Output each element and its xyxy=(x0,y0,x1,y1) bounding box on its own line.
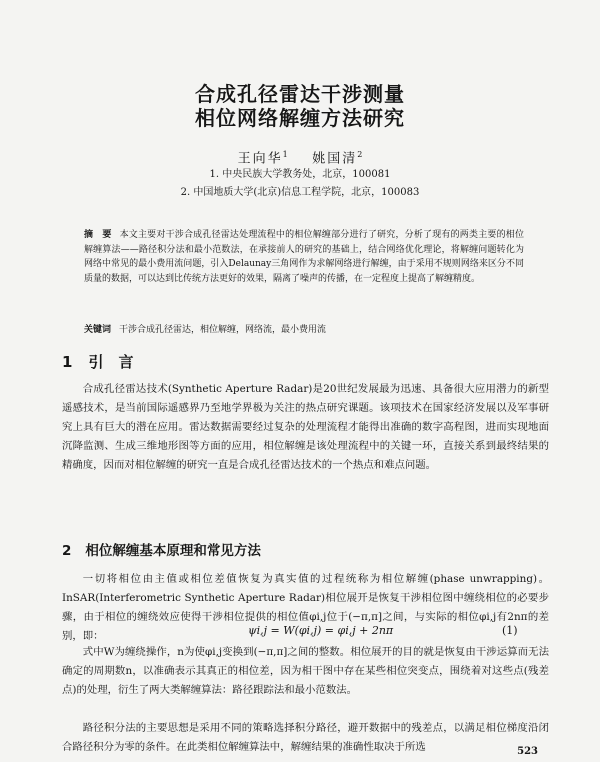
affiliation-1: 1. 中央民族大学教务处，北京，100081 xyxy=(209,169,391,180)
author-name: 姚国清 xyxy=(312,151,358,167)
paper-title-line2: 相位网络解缠方法研究 xyxy=(195,106,405,130)
author-line xyxy=(0,146,600,168)
body-paragraph: 合成孔径雷达技术(Synthetic Aperture Radar)是20世纪发展最为迅速、具备很大应用潜力的新型遥感技术，是当前国际遥感界乃至地学界极为关注的热点研究课题。该项技术在国家经济发展以及军事研究上具有巨大的潜在应用。雷达数据需要经过复杂的处理流程才能得出准确的数字高程图，进而实现地面沉降监测、生成三维地形图等方面的应用，相位解缠是该处理流程中的关键一环，直接关系到最终结果的精确度，因而对相位解缠的研究一直是合成孔径雷达技术的一个热点和难点问题。 xyxy=(62,383,549,471)
abstract-text: 本文主要对干涉合成孔径雷达处理流程中的相位解缠部分进行了研究，分析了现有的两类主要的相位解缠算法——路径积分法和最小范数法，在承接前人的研究的基础上，结合网络优化理论，将解缠问题转化为网络中常见的最小费用流问题，引入Delaunay三角网作为求解网络进行解缠，由于采用不规则网络来区分不同质量的数据，可以达到比传统方法更好的效果，隔离了噪声的传播，在一定程度上提高了解缠精度。 xyxy=(84,230,524,284)
keywords-text: 干涉合成孔径雷达，相位解缠，网络流，最小费用流 xyxy=(119,325,327,335)
author-affil-mark: 1 xyxy=(282,150,288,159)
section-number: 2 xyxy=(62,543,72,559)
equation-number: (1) xyxy=(502,624,518,637)
section-heading xyxy=(62,352,133,372)
body-paragraph: 路径积分法的主要思想是采用不同的策略选择积分路径，避开数据中的残差点，以满足相位梯度沿闭合路径积分为零的条件。在此类相位解缠算法中，解缠结果的准确性取决于所选 xyxy=(62,722,549,753)
section-heading xyxy=(62,541,261,561)
body-paragraph: 式中W为缠绕操作，n为使φi,j变换到(−π,π]之间的整数。相位展开的目的就是恢复由干涉运算而无法确定的周期数n，以准确表示其真正的相位差，因为相干图中存在某些相位突变点，围绕着对这些点(残差点)的处理，衍生了两大类解缠算法：路径跟踪法和最小范数法。 xyxy=(62,646,549,696)
author-affil-mark: 2 xyxy=(357,150,363,159)
equation xyxy=(0,624,600,642)
author-name: 王向华 xyxy=(237,151,283,167)
keywords-label: 关键词 xyxy=(84,325,112,335)
equation-expression: ψi,j = W(φi,j) = φi,j + 2nπ xyxy=(248,624,394,637)
abstract xyxy=(84,228,524,286)
section-title: 相位解缠基本原理和常见方法 xyxy=(85,543,261,559)
affiliation-2: 2. 中国地质大学(北京)信息工程学院，北京，100083 xyxy=(180,187,420,198)
section-number: 1 xyxy=(62,353,73,371)
keywords xyxy=(84,324,524,337)
page-number: 523 xyxy=(517,746,538,757)
abstract-label: 摘 要 xyxy=(84,230,112,240)
body-paragraph: 一切将相位由主值或相位差值恢复为真实值的过程统称为相位解缠(phase unwrapping)。InSAR(Interferometric Synthetic Aperture Radar)相位展开是恢复干涉相位图中缠绕相位的必要步骤，由于相位的缠绕效应使得干涉相位提供的相位值φi,j位于(−π,π]之间，与实际的相位φi,j有2nπ的差别，即： xyxy=(62,573,549,642)
section-title: 引 言 xyxy=(88,353,134,371)
paper-title-line1: 合成孔径雷达干涉测量 xyxy=(195,82,405,106)
